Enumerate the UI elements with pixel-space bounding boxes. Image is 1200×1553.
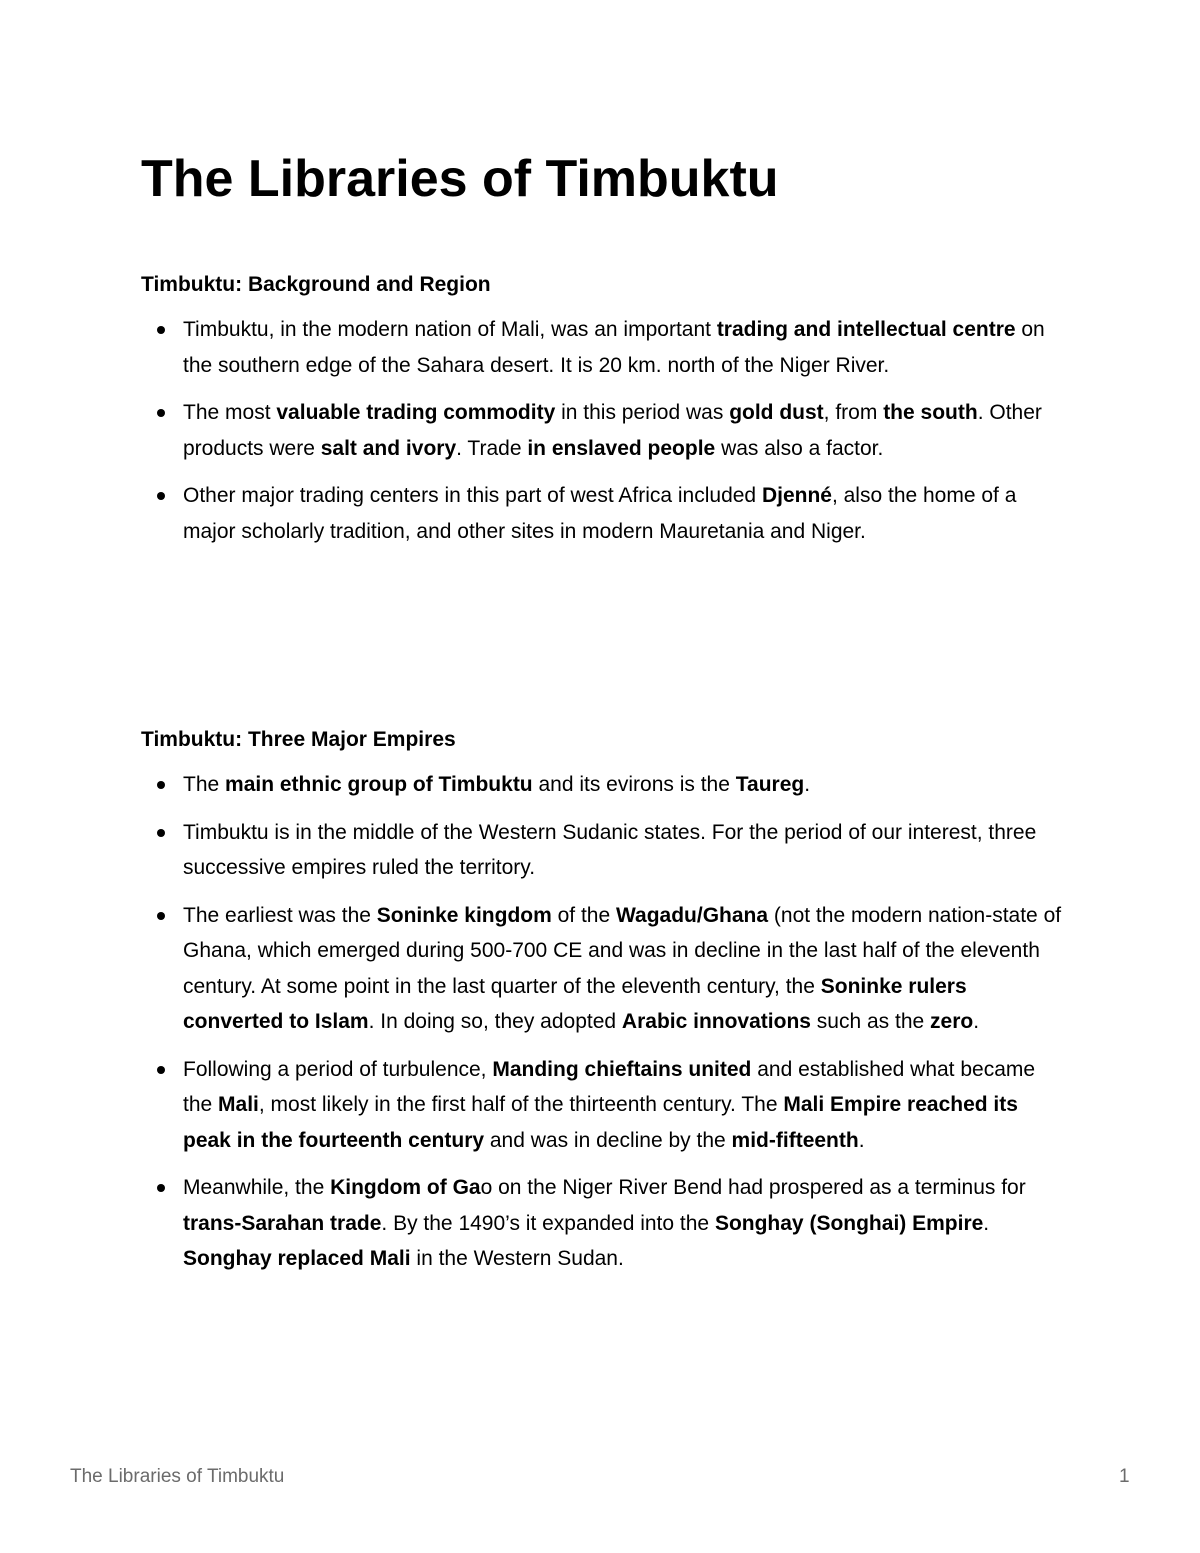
section-heading: Timbuktu: Background and Region <box>141 273 491 296</box>
text-run: in this period was <box>555 401 730 424</box>
bold-text-run: gold dust <box>729 401 824 424</box>
text-run: . <box>804 773 811 796</box>
bold-text-run: zero <box>930 1010 974 1033</box>
bold-text-run: trans-Sarahan trade <box>183 1211 382 1235</box>
bold-text-run: Kingdom of Ga <box>330 1176 481 1199</box>
text-run: . In doing so, they adopted <box>368 1010 622 1033</box>
bullet-dot-icon <box>157 326 165 334</box>
text-run: in the Western Sudan. <box>410 1247 624 1270</box>
text-run: The most <box>183 401 277 424</box>
bold-text-run: Djenné <box>761 484 832 507</box>
text-run: was also a factor. <box>715 436 884 460</box>
section-heading: Timbuktu: Three Major Empires <box>141 728 456 751</box>
footer-page-number: 1 <box>1119 1466 1130 1487</box>
bold-text-run: Arabic innovations <box>621 1010 811 1033</box>
text-run: The <box>183 773 226 796</box>
text-run: Following a period of turbulence, <box>183 1057 493 1081</box>
text-run: and its evirons is the <box>532 773 736 796</box>
bullet-text <box>183 1170 1063 1277</box>
text-run: . Other products were <box>183 401 1042 460</box>
bullet-item <box>141 395 1071 466</box>
text-run: Other major trading centers in this part of west Africa included <box>183 484 762 507</box>
bullet-dot-icon <box>157 409 165 417</box>
text-run: o on the Niger River Bend had prospered as a terminus for <box>480 1176 1026 1199</box>
text-run: . <box>983 1211 990 1235</box>
bold-text-run: Taureg <box>735 773 805 796</box>
bullet-text <box>183 815 1063 886</box>
text-run: such as the <box>810 1010 931 1033</box>
text-run: Timbuktu, in the modern nation of Mali, was an important <box>183 318 717 341</box>
bullet-item <box>141 478 1071 549</box>
text-run: Meanwhile, the <box>183 1176 331 1199</box>
bullet-dot-icon <box>157 1066 165 1074</box>
text-run: (not the modern nation-state of Ghana, which emerged during 500-700 CE and was in decline in the last half of the eleventh century. At some point in the last quarter of the eleventh century, the <box>183 903 1062 998</box>
text-run: . <box>973 1010 980 1033</box>
text-run: The earliest was the <box>183 903 377 927</box>
bullet-dot-icon <box>157 912 165 920</box>
bullet-list <box>141 767 1071 1277</box>
bold-text-run: trading and intellectual centre <box>716 318 1016 341</box>
text-run: and was in decline by the <box>484 1128 732 1152</box>
bold-text-run: in enslaved people <box>527 436 716 460</box>
page-title: The Libraries of Timbuktu <box>141 150 779 208</box>
bullet-item <box>141 898 1071 1040</box>
text-run: . Trade <box>456 436 528 460</box>
text-run: . <box>858 1128 865 1152</box>
bullet-dot-icon <box>157 1184 165 1192</box>
text-run: , also the home of a major scholarly tradition, and other sites in modern Mauretania and Niger. <box>183 484 1017 543</box>
footer-document-title: The Libraries of Timbuktu <box>70 1466 285 1487</box>
bullet-dot-icon <box>157 829 165 837</box>
bold-text-run: the south <box>883 401 978 424</box>
bold-text-run: Songhay replaced Mali <box>183 1247 411 1270</box>
text-run: on the southern edge of the Sahara desert. It is 20 km. north of the Niger River. <box>183 318 1045 377</box>
text-run: , most likely in the first half of the thirteenth century. The <box>258 1093 784 1116</box>
bullet-dot-icon <box>157 781 165 789</box>
bullet-text <box>183 312 1063 383</box>
bullet-item <box>141 312 1071 383</box>
bullet-dot-icon <box>157 492 165 500</box>
bullet-item <box>141 1170 1071 1277</box>
bold-text-run: valuable trading commodity <box>276 401 556 424</box>
text-run: Timbuktu is in the middle of the Western Sudanic states. For the period of our interest, three successive empires ruled the territory. <box>183 820 1037 879</box>
bullet-text <box>183 478 1063 549</box>
bold-text-run: mid-fifteenth <box>731 1128 859 1152</box>
text-run: of the <box>551 903 616 927</box>
bold-text-run: main ethnic group of Timbuktu <box>225 773 533 796</box>
text-run: , from <box>823 401 884 424</box>
bullet-list <box>141 312 1071 549</box>
bold-text-run: Songhay (Songhai) Empire <box>714 1211 984 1235</box>
bold-text-run: Manding chieftains united <box>492 1057 752 1081</box>
bullet-text <box>183 1052 1063 1159</box>
bullet-item <box>141 815 1071 886</box>
text-run: . By the 1490’s it expanded into the <box>381 1211 715 1235</box>
bullet-text <box>183 898 1063 1040</box>
section-three-major-empires <box>141 725 1071 1277</box>
bullet-item <box>141 1052 1071 1159</box>
bullet-text <box>183 395 1063 466</box>
bold-text-run: Soninke rulers converted to Islam <box>183 974 967 1033</box>
text-run: and established what became the <box>183 1057 1036 1116</box>
section-background-and-region <box>141 270 1071 549</box>
bold-text-run: Mali Empire reached its peak in the fourteenth century <box>183 1093 1018 1152</box>
bold-text-run: Soninke kingdom <box>376 903 552 927</box>
bold-text-run: Mali <box>218 1093 259 1116</box>
bold-text-run: Wagadu/Ghana <box>616 903 769 927</box>
bullet-text <box>183 767 1063 803</box>
bullet-item <box>141 767 1071 803</box>
bold-text-run: salt and ivory <box>320 436 457 460</box>
